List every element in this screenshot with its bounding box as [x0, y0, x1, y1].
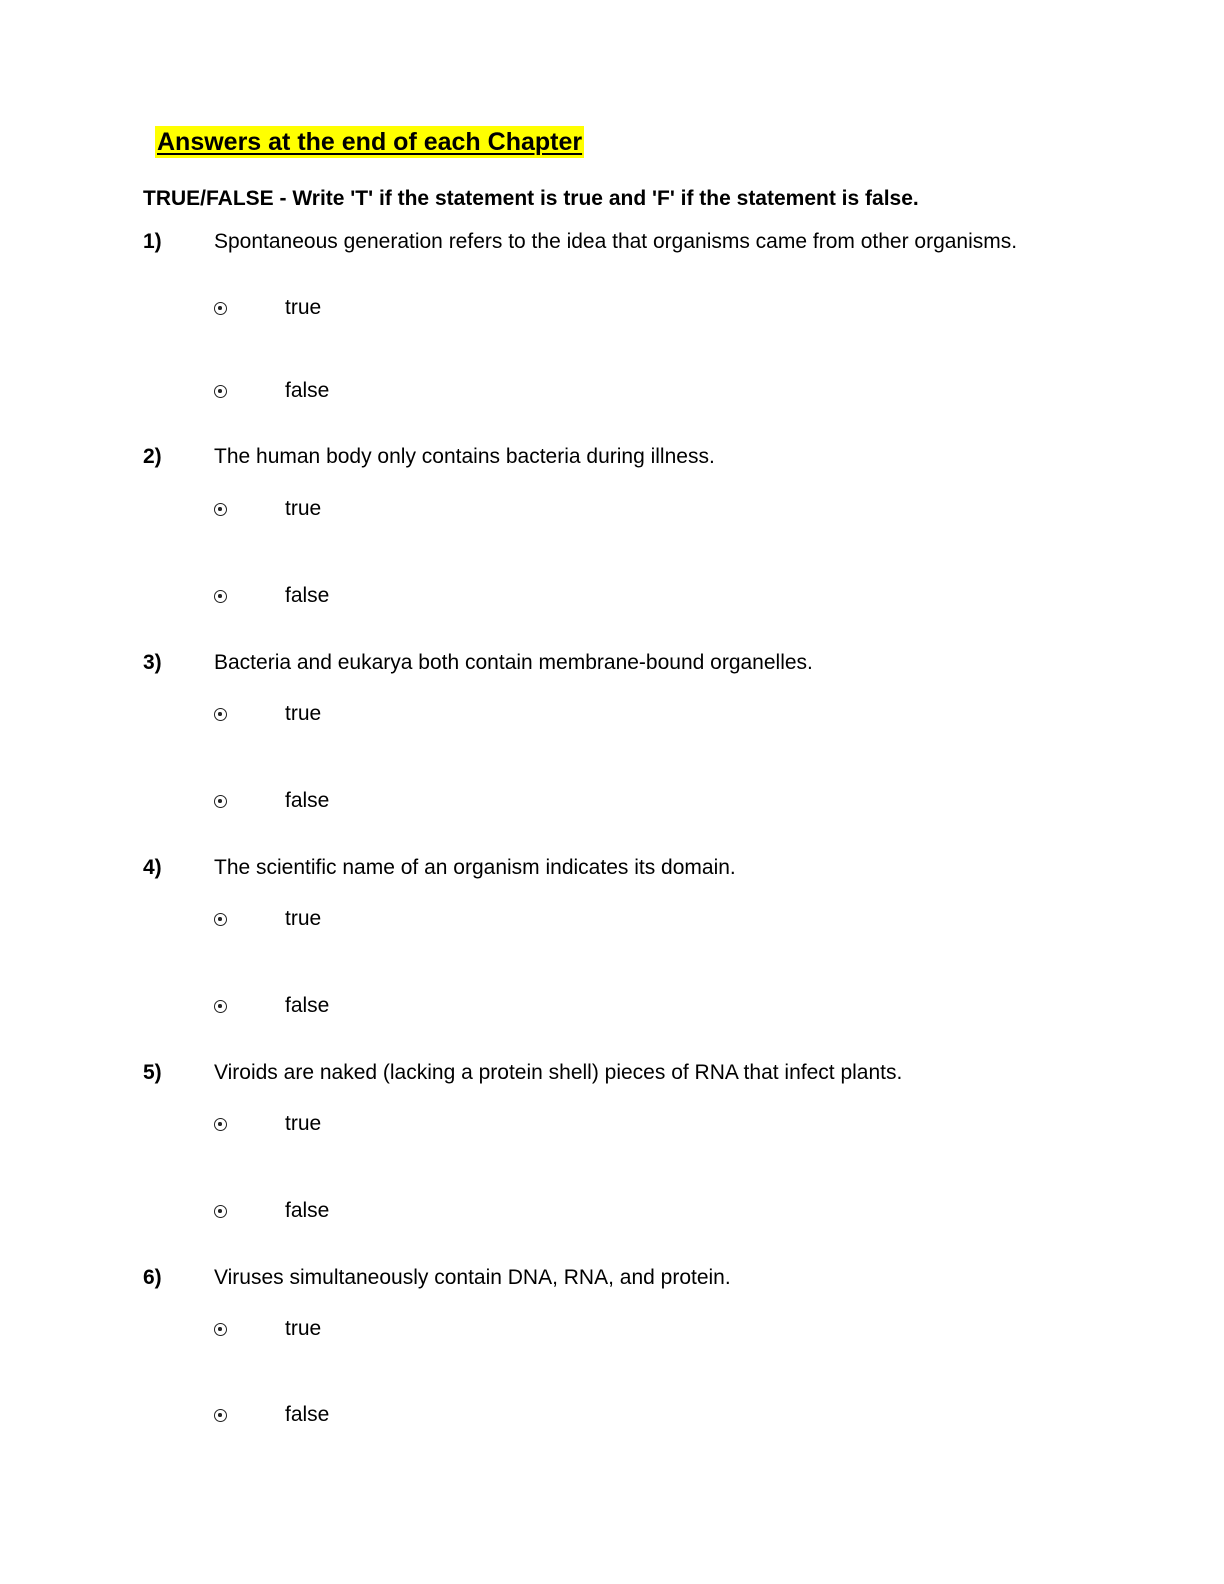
question-text: Spontaneous generation refers to the idea that organisms came from other organisms. — [214, 230, 1018, 253]
question-text: The scientific name of an organism indicates its domain. — [214, 856, 736, 879]
radio-option-icon[interactable] — [214, 795, 227, 808]
radio-option-icon[interactable] — [214, 1205, 227, 1218]
radio-option-icon[interactable] — [214, 503, 227, 516]
option-false-label: false — [285, 789, 330, 812]
instructions: TRUE/FALSE - Write 'T' if the statement is true and 'F' if the statement is false. — [143, 187, 919, 210]
option-true-label: true — [285, 907, 322, 930]
option-true-label: true — [285, 296, 322, 319]
option-false-label: false — [285, 584, 330, 607]
radio-option-icon[interactable] — [214, 385, 227, 398]
question-number: 2) — [143, 445, 162, 468]
radio-option-icon[interactable] — [214, 913, 227, 926]
option-true-label: true — [285, 497, 322, 520]
radio-option-icon[interactable] — [214, 590, 227, 603]
question-number: 6) — [143, 1266, 162, 1289]
question-text: Bacteria and eukarya both contain membrane-bound organelles. — [214, 651, 813, 674]
option-true-label: true — [285, 1317, 322, 1340]
question-number: 1) — [143, 230, 162, 253]
option-false-label: false — [285, 1403, 330, 1426]
option-true-label: true — [285, 702, 322, 725]
question-text: Viroids are naked (lacking a protein shell) pieces of RNA that infect plants. — [214, 1061, 903, 1084]
question-number: 4) — [143, 856, 162, 879]
question-text: The human body only contains bacteria during illness. — [214, 445, 715, 468]
question-number: 3) — [143, 651, 162, 674]
radio-option-icon[interactable] — [214, 1323, 227, 1336]
question-number: 5) — [143, 1061, 162, 1084]
option-false-label: false — [285, 1199, 330, 1222]
page-title: Answers at the end of each Chapter — [157, 128, 583, 156]
radio-option-icon[interactable] — [214, 708, 227, 721]
radio-option-icon[interactable] — [214, 302, 227, 315]
option-false-label: false — [285, 379, 330, 402]
option-true-label: true — [285, 1112, 322, 1135]
option-false-label: false — [285, 994, 330, 1017]
radio-option-icon[interactable] — [214, 1000, 227, 1013]
radio-option-icon[interactable] — [214, 1409, 227, 1422]
question-text: Viruses simultaneously contain DNA, RNA, and protein. — [214, 1266, 731, 1289]
radio-option-icon[interactable] — [214, 1118, 227, 1131]
